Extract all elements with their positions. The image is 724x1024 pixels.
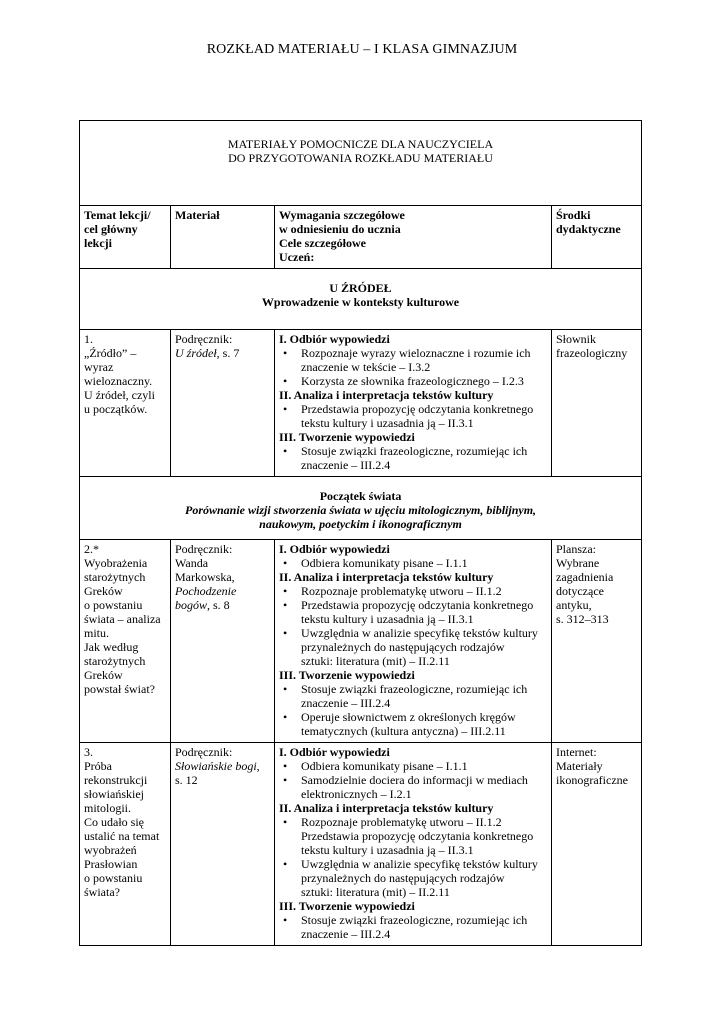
req-text: • Rozpoznaje wyrazy wieloznaczne i rozumie ich	[301, 346, 531, 360]
topic-line: U źródeł, czyli	[84, 388, 155, 402]
req-text: • Przedstawia propozycję odczytania konkretnego	[301, 402, 534, 416]
req-text: tekstu kultury i uzasadnia ją – II.3.1	[301, 416, 474, 430]
material-title: bogów	[175, 598, 208, 612]
topic-line: powstał świat?	[84, 682, 155, 696]
aids-line: frazeologiczny	[556, 346, 628, 360]
header-aids-line: dydaktyczne	[556, 222, 621, 236]
req-item	[279, 913, 547, 941]
aids-line: antyku,	[556, 598, 592, 612]
topic-line: starożytnych	[84, 654, 146, 668]
header-req-line: Wymagania szczegółowe	[279, 208, 405, 222]
topic-line: starożytnych	[84, 570, 146, 584]
header-row	[80, 206, 642, 269]
section-title: Początek świata	[319, 489, 402, 503]
materials-table	[79, 120, 642, 946]
topic-line: Greków	[84, 668, 123, 682]
header-material	[171, 206, 275, 269]
req-item	[279, 444, 547, 472]
req-text: • Uwzględnia w analizie specyfikę tekstów kultury	[301, 857, 538, 871]
material-author: Markowska,	[175, 570, 235, 584]
topic-line: 1.	[84, 332, 93, 346]
req-text: • Odbiera komunikaty pisane – I.1.1	[301, 759, 468, 773]
req-item	[279, 773, 547, 801]
aids-line: zagadnienia	[556, 570, 614, 584]
material-author: Wanda	[175, 556, 209, 570]
header-topic-line: lekcji	[84, 236, 112, 250]
req-text: sztuki: literatura (mit) – II.2.11	[301, 654, 450, 668]
section-subtitle: Wprowadzenie w konteksty kulturowe	[261, 295, 460, 309]
header-material-label: Materiał	[175, 208, 220, 222]
req-text: • Stosuje związki frazeologiczne, rozumiejąc ich	[301, 913, 528, 927]
topic-line: 3.	[84, 745, 93, 759]
lesson-material	[171, 743, 275, 946]
topic-line: mitologii.	[84, 801, 132, 815]
req-heading: II. Analiza i interpretacja tekstów kultury	[279, 570, 494, 584]
header-aids-line: Środki	[556, 208, 591, 222]
topic-line: mitu.	[84, 626, 110, 640]
lesson-material	[171, 540, 275, 743]
req-list	[279, 346, 547, 388]
topic-line: Jak według	[84, 640, 139, 654]
req-item	[279, 682, 547, 710]
req-list	[279, 815, 547, 899]
topic-line: wyraz	[84, 360, 114, 374]
req-item	[279, 556, 547, 570]
topic-line: „Źródło” –	[84, 346, 137, 360]
req-list	[279, 759, 547, 801]
title-line-1: MATERIAŁY POMOCNICZE DLA NAUCZYCIELA	[227, 137, 494, 151]
lesson-topic	[80, 330, 171, 477]
material-label: Podręcznik:	[175, 332, 233, 346]
req-text: • Korzysta ze słownika frazeologicznego – I.2.3	[301, 374, 524, 388]
req-item	[279, 815, 547, 857]
lesson-requirements	[275, 743, 552, 946]
header-topic	[80, 206, 171, 269]
table-title	[80, 121, 642, 206]
topic-line: 2.*	[84, 542, 99, 556]
req-text: znaczenie – III.2.4	[301, 458, 391, 472]
req-text: • Rozpoznaje problematykę utworu – II.1.2	[301, 584, 502, 598]
topic-line: Próba	[84, 759, 112, 773]
section-row-2	[80, 477, 642, 540]
req-list	[279, 682, 547, 738]
topic-line: świata – analiza	[84, 612, 161, 626]
topic-line: świata?	[84, 885, 120, 899]
topic-line: Wyobrażenia	[84, 556, 148, 570]
material-pages: ,	[256, 759, 260, 773]
topic-line: rekonstrukcji	[84, 773, 148, 787]
material-title: Pochodzenie	[175, 584, 237, 598]
aids-line: s. 312–313	[556, 612, 609, 626]
req-item	[279, 346, 547, 374]
section-heading	[80, 269, 642, 330]
lesson-aids	[552, 743, 642, 946]
req-heading: II. Analiza i interpretacja tekstów kultury	[279, 801, 494, 815]
section-subtitle: Porównanie wizji stworzenia świata w ujęciu mitologicznym, biblijnym,	[184, 503, 537, 517]
material-title-line	[175, 346, 270, 360]
req-item	[279, 857, 547, 899]
topic-line: o powstaniu	[84, 871, 143, 885]
lesson-row-2	[80, 540, 642, 743]
running-header: ROZKŁAD MATERIAŁU – I KLASA GIMNAZJUM	[206, 42, 518, 57]
header-topic-line: cel główny	[84, 222, 138, 236]
req-heading: I. Odbiór wypowiedzi	[279, 542, 390, 556]
lesson-requirements	[275, 540, 552, 743]
req-item	[279, 374, 547, 388]
req-heading: III. Tworzenie wypowiedzi	[279, 668, 415, 682]
req-list	[279, 584, 547, 668]
lesson-row-1	[80, 330, 642, 477]
topic-line: u początków.	[84, 402, 148, 416]
lesson-requirements	[275, 330, 552, 477]
req-heading: II. Analiza i interpretacja tekstów kultury	[279, 388, 494, 402]
material-pages: s. 12	[175, 773, 198, 787]
req-text: znaczenie – III.2.4	[301, 927, 391, 941]
req-heading: III. Tworzenie wypowiedzi	[279, 430, 415, 444]
lesson-topic	[80, 743, 171, 946]
material-label: Podręcznik:	[175, 542, 233, 556]
req-text: • Samodzielnie dociera do informacji w mediach	[301, 773, 528, 787]
req-text: znaczenie – III.2.4	[301, 696, 391, 710]
req-text: przynależnych do następujących rodzajów	[301, 871, 505, 885]
req-text: • Przedstawia propozycję odczytania konkretnego	[301, 598, 534, 612]
material-title-line	[175, 759, 270, 773]
material-pages: , s. 8	[207, 598, 230, 612]
lesson-aids	[552, 540, 642, 743]
req-item	[279, 598, 547, 626]
header-topic-line: Temat lekcji/	[84, 208, 151, 222]
material-title: Słowiańskie bogi	[175, 759, 257, 773]
req-text: sztuki: literatura (mit) – II.2.11	[301, 885, 450, 899]
header-requirements	[275, 206, 552, 269]
topic-line: Prasłowian	[84, 857, 138, 871]
req-text: • Rozpoznaje problematykę utworu – II.1.2	[301, 815, 502, 829]
topic-line: o powstaniu	[84, 598, 143, 612]
aids-line: Wybrane	[556, 556, 600, 570]
topic-line: Greków	[84, 584, 123, 598]
req-list	[279, 556, 547, 570]
req-text: • Stosuje związki frazeologiczne, rozumiejąc ich	[301, 682, 528, 696]
header-req-line: w odniesieniu do ucznia	[279, 222, 401, 236]
lesson-topic	[80, 540, 171, 743]
title-line-2: DO PRZYGOTOWANIA ROZKŁADU MATERIAŁU	[228, 151, 493, 165]
req-text: tematycznych (kultura antyczna) – III.2.11	[301, 724, 506, 738]
material-title: U źródeł	[175, 346, 217, 360]
aids-line: ikonograficzne	[556, 773, 628, 787]
req-heading: III. Tworzenie wypowiedzi	[279, 899, 415, 913]
topic-line: wieloznaczny.	[84, 374, 153, 388]
req-heading: I. Odbiór wypowiedzi	[279, 745, 390, 759]
req-text: • Operuje słownictwem z określonych kręgów	[301, 710, 516, 724]
material-label: Podręcznik:	[175, 745, 233, 759]
req-text: elektronicznych – I.2.1	[301, 787, 412, 801]
req-text: tekstu kultury i uzasadnia ją – II.3.1	[301, 612, 474, 626]
aids-line: Materiały	[556, 759, 603, 773]
req-list	[279, 402, 547, 430]
req-item	[279, 402, 547, 430]
aids-line: dotyczące	[556, 584, 604, 598]
req-text: • Odbiera komunikaty pisane – I.1.1	[301, 556, 468, 570]
topic-line: wyobrażeń	[84, 843, 137, 857]
req-text: znaczenie w tekście – I.3.2	[301, 360, 431, 374]
req-text: • Stosuje związki frazeologiczne, rozumiejąc ich	[301, 444, 528, 458]
aids-line: Plansza:	[556, 542, 596, 556]
lesson-aids	[552, 330, 642, 477]
req-item	[279, 710, 547, 738]
lesson-row-3	[80, 743, 642, 946]
topic-line: ustalić na temat	[84, 829, 160, 843]
req-text: • Uwzględnia w analizie specyfikę tekstów kultury	[301, 626, 538, 640]
section-title: U ŹRÓDEŁ	[329, 281, 392, 295]
header-req-line: Cele szczegółowe	[279, 236, 366, 250]
header-req-line: Uczeń:	[279, 250, 315, 264]
req-heading: I. Odbiór wypowiedzi	[279, 332, 390, 346]
req-item	[279, 584, 547, 598]
req-text: Przedstawia propozycję odczytania konkretnego	[301, 829, 534, 843]
req-item	[279, 759, 547, 773]
req-item	[279, 626, 547, 668]
section-row-1	[80, 269, 642, 330]
material-pages: , s. 7	[216, 346, 240, 360]
aids-line: Słownik	[556, 332, 597, 346]
header-aids	[552, 206, 642, 269]
section-subtitle: naukowym, poetyckim i ikonograficznym	[259, 517, 462, 531]
req-list	[279, 444, 547, 472]
topic-line: słowiańskiej	[84, 787, 144, 801]
material-title-line	[175, 598, 270, 612]
aids-line: Internet:	[556, 745, 597, 759]
lesson-material	[171, 330, 275, 477]
req-text: tekstu kultury i uzasadnia ją – II.3.1	[301, 843, 474, 857]
req-text: przynależnych do następujących rodzajów	[301, 640, 505, 654]
section-heading	[80, 477, 642, 540]
req-list	[279, 913, 547, 941]
topic-line: Co udało się	[84, 815, 144, 829]
title-row	[80, 121, 642, 206]
